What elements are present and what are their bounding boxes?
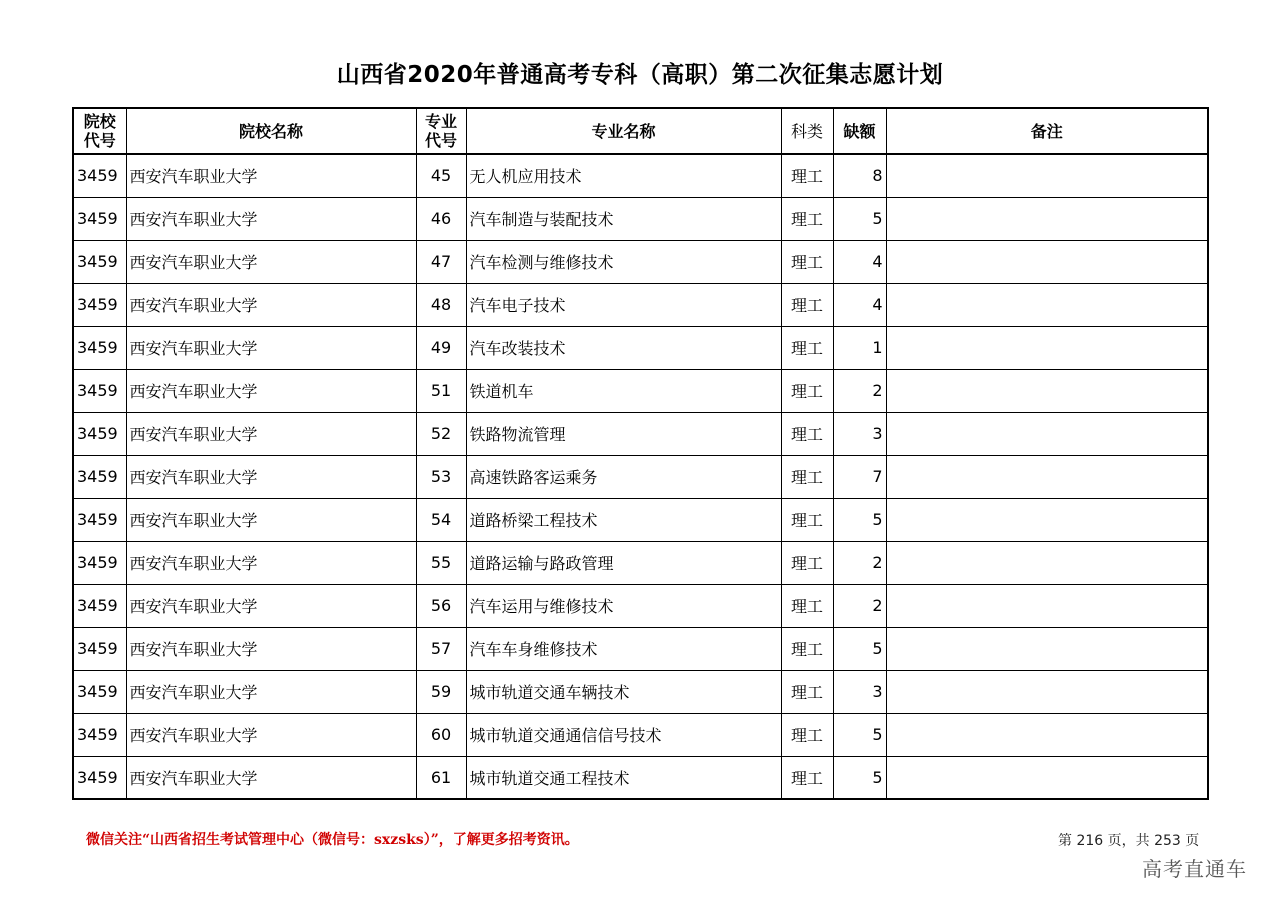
table-row: [73, 584, 1208, 627]
table-header-row: [73, 108, 1208, 154]
cell-category: 理工: [781, 713, 833, 756]
cell-quota: 5: [833, 498, 886, 541]
cell-note: [886, 498, 1208, 541]
cell-major-code: 55: [416, 541, 466, 584]
cell-note: [886, 326, 1208, 369]
cell-quota: 3: [833, 670, 886, 713]
cell-major-code: 61: [416, 756, 466, 799]
cell-major-code: 53: [416, 455, 466, 498]
table-row: [73, 240, 1208, 283]
cell-major-code: 57: [416, 627, 466, 670]
cell-note: [886, 541, 1208, 584]
cell-major-name: 无人机应用技术: [466, 154, 781, 197]
cell-category: 理工: [781, 154, 833, 197]
cell-category: 理工: [781, 283, 833, 326]
cell-category: 理工: [781, 455, 833, 498]
cell-major-code: 52: [416, 412, 466, 455]
table-row: [73, 283, 1208, 326]
cell-major-code: 45: [416, 154, 466, 197]
cell-school-name: 西安汽车职业大学: [126, 326, 416, 369]
cell-major-name: 城市轨道交通工程技术: [466, 756, 781, 799]
cell-school-name: 西安汽车职业大学: [126, 627, 416, 670]
cell-category: 理工: [781, 584, 833, 627]
cell-quota: 1: [833, 326, 886, 369]
table-body: [73, 154, 1208, 799]
header-note: 备注: [886, 108, 1208, 154]
cell-category: 理工: [781, 412, 833, 455]
cell-category: 理工: [781, 541, 833, 584]
cell-school-code: 3459: [73, 154, 126, 197]
cell-major-name: 汽车运用与维修技术: [466, 584, 781, 627]
cell-major-name: 道路桥梁工程技术: [466, 498, 781, 541]
cell-major-name: 城市轨道交通通信信号技术: [466, 713, 781, 756]
cell-quota: 5: [833, 627, 886, 670]
table-row: [73, 369, 1208, 412]
cell-major-code: 48: [416, 283, 466, 326]
cell-note: [886, 154, 1208, 197]
cell-school-code: 3459: [73, 369, 126, 412]
cell-school-code: 3459: [73, 713, 126, 756]
cell-note: [886, 627, 1208, 670]
cell-major-name: 汽车车身维修技术: [466, 627, 781, 670]
cell-major-code: 56: [416, 584, 466, 627]
cell-note: [886, 283, 1208, 326]
cell-category: 理工: [781, 326, 833, 369]
cell-school-name: 西安汽车职业大学: [126, 541, 416, 584]
table-row: [73, 627, 1208, 670]
cell-major-code: 49: [416, 326, 466, 369]
cell-note: [886, 412, 1208, 455]
cell-school-code: 3459: [73, 455, 126, 498]
cell-school-name: 西安汽车职业大学: [126, 412, 416, 455]
cell-school-code: 3459: [73, 412, 126, 455]
header-category: 科类: [781, 108, 833, 154]
cell-school-name: 西安汽车职业大学: [126, 369, 416, 412]
cell-category: 理工: [781, 240, 833, 283]
cell-major-name: 城市轨道交通车辆技术: [466, 670, 781, 713]
cell-note: [886, 197, 1208, 240]
cell-major-name: 铁路物流管理: [466, 412, 781, 455]
cell-school-name: 西安汽车职业大学: [126, 197, 416, 240]
cell-school-code: 3459: [73, 283, 126, 326]
cell-major-name: 汽车检测与维修技术: [466, 240, 781, 283]
cell-school-name: 西安汽车职业大学: [126, 584, 416, 627]
cell-note: [886, 369, 1208, 412]
table-row: [73, 541, 1208, 584]
cell-school-code: 3459: [73, 756, 126, 799]
cell-note: [886, 713, 1208, 756]
cell-quota: 2: [833, 541, 886, 584]
cell-school-name: 西安汽车职业大学: [126, 498, 416, 541]
header-major-code: [416, 108, 466, 154]
cell-category: 理工: [781, 756, 833, 799]
page-number: 第 216 页，共 253 页: [1058, 833, 1200, 849]
cell-school-name: 西安汽车职业大学: [126, 283, 416, 326]
header-major-code-line1: 专业: [424, 112, 457, 131]
cell-school-name: 西安汽车职业大学: [126, 713, 416, 756]
cell-school-code: 3459: [73, 541, 126, 584]
cell-school-code: 3459: [73, 627, 126, 670]
cell-school-name: 西安汽车职业大学: [126, 455, 416, 498]
table-row: [73, 756, 1208, 799]
cell-major-name: 道路运输与路政管理: [466, 541, 781, 584]
header-quota: 缺额: [833, 108, 886, 154]
cell-school-name: 西安汽车职业大学: [126, 670, 416, 713]
table-row: [73, 154, 1208, 197]
cell-category: 理工: [781, 498, 833, 541]
cell-quota: 8: [833, 154, 886, 197]
table-row: [73, 412, 1208, 455]
cell-category: 理工: [781, 670, 833, 713]
cell-quota: 7: [833, 455, 886, 498]
watermark-logo-text: 高考直通车: [1142, 857, 1247, 881]
header-school-code-line1: 院校: [83, 112, 116, 131]
header-major-name: 专业名称: [466, 108, 781, 154]
cell-note: [886, 756, 1208, 799]
header-major-code-line2: 代号: [424, 131, 457, 150]
cell-major-code: 47: [416, 240, 466, 283]
cell-note: [886, 240, 1208, 283]
wechat-notice: 微信关注“山西省招生考试管理中心（微信号：sxzsks）”，了解更多招考资讯。: [86, 832, 579, 848]
cell-major-code: 46: [416, 197, 466, 240]
table-row: [73, 713, 1208, 756]
cell-major-code: 60: [416, 713, 466, 756]
cell-quota: 5: [833, 197, 886, 240]
header-school-code: [73, 108, 126, 154]
enrollment-plan-table: [72, 107, 1209, 800]
cell-school-code: 3459: [73, 498, 126, 541]
cell-category: 理工: [781, 197, 833, 240]
page-title: 山西省2020年普通高考专科（高职）第二次征集志愿计划: [336, 62, 944, 88]
cell-school-name: 西安汽车职业大学: [126, 154, 416, 197]
cell-quota: 4: [833, 240, 886, 283]
table-row: [73, 197, 1208, 240]
cell-major-code: 51: [416, 369, 466, 412]
cell-quota: 4: [833, 283, 886, 326]
cell-major-name: 汽车电子技术: [466, 283, 781, 326]
cell-quota: 5: [833, 713, 886, 756]
cell-category: 理工: [781, 627, 833, 670]
cell-note: [886, 584, 1208, 627]
header-school-code-line2: 代号: [83, 131, 116, 150]
header-school-name: 院校名称: [126, 108, 416, 154]
cell-school-code: 3459: [73, 326, 126, 369]
table-row: [73, 326, 1208, 369]
cell-major-name: 汽车制造与装配技术: [466, 197, 781, 240]
cell-major-name: 汽车改装技术: [466, 326, 781, 369]
cell-school-name: 西安汽车职业大学: [126, 756, 416, 799]
cell-note: [886, 455, 1208, 498]
cell-quota: 2: [833, 369, 886, 412]
cell-major-name: 铁道机车: [466, 369, 781, 412]
cell-quota: 2: [833, 584, 886, 627]
cell-school-code: 3459: [73, 197, 126, 240]
cell-quota: 5: [833, 756, 886, 799]
cell-major-code: 54: [416, 498, 466, 541]
table-row: [73, 455, 1208, 498]
table-row: [73, 498, 1208, 541]
cell-school-code: 3459: [73, 670, 126, 713]
cell-school-code: 3459: [73, 584, 126, 627]
table-row: [73, 670, 1208, 713]
cell-major-name: 高速铁路客运乘务: [466, 455, 781, 498]
cell-school-code: 3459: [73, 240, 126, 283]
cell-major-code: 59: [416, 670, 466, 713]
cell-category: 理工: [781, 369, 833, 412]
cell-quota: 3: [833, 412, 886, 455]
cell-school-name: 西安汽车职业大学: [126, 240, 416, 283]
cell-note: [886, 670, 1208, 713]
